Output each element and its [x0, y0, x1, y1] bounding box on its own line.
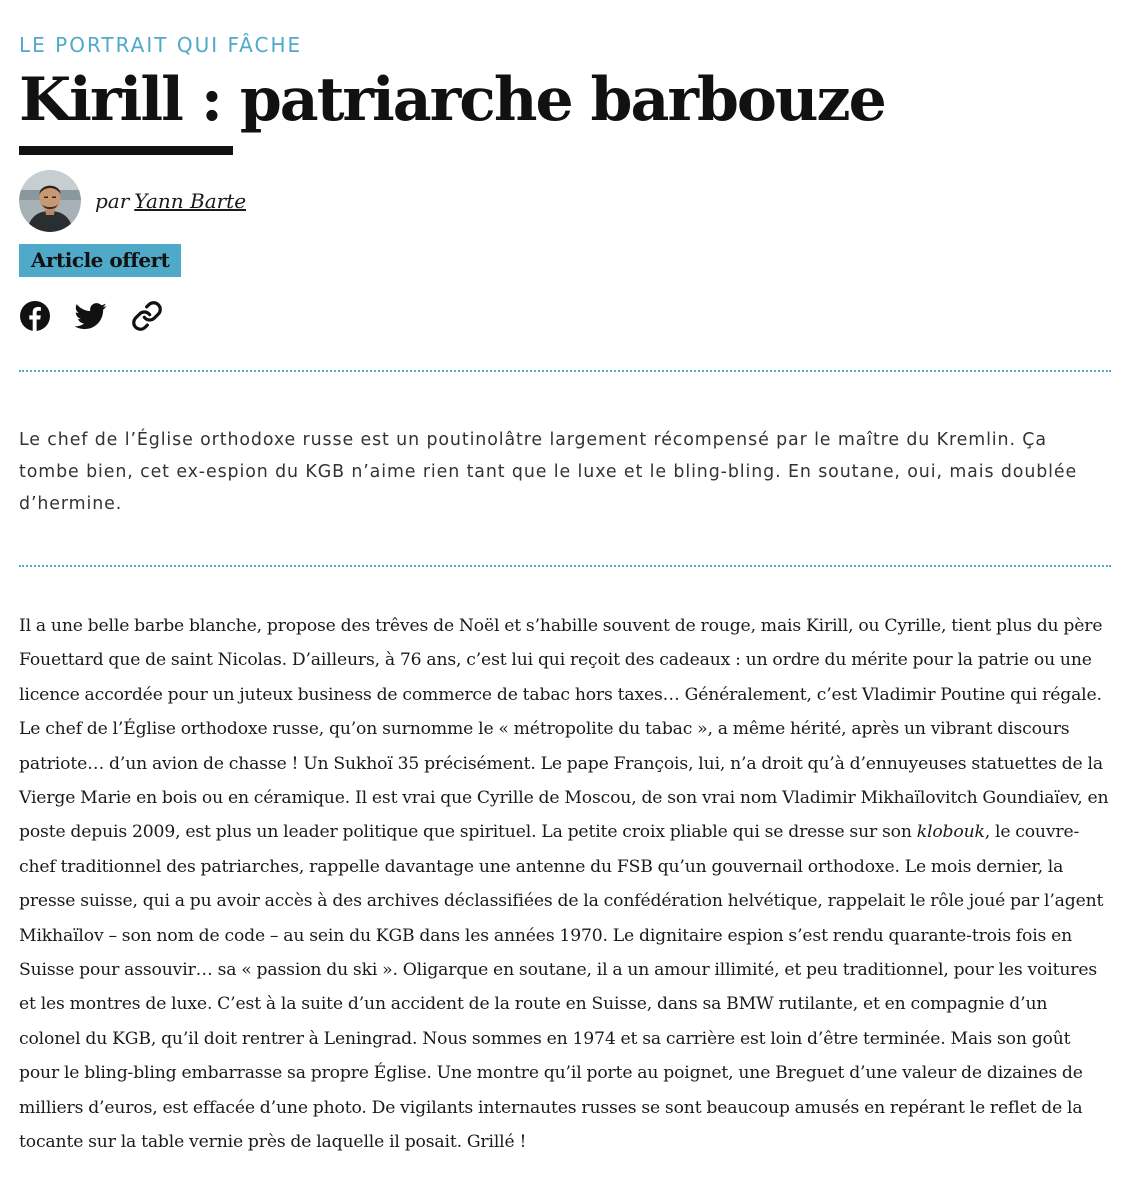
article-body	[19, 609, 1111, 1160]
twitter-icon[interactable]	[75, 300, 107, 332]
facebook-icon[interactable]	[19, 300, 51, 332]
byline-prefix: par	[95, 189, 130, 213]
body-italic-term: klobouk	[916, 822, 985, 843]
byline	[95, 189, 246, 213]
dotted-divider	[19, 370, 1111, 372]
article-offered-badge: Article offert	[19, 244, 181, 277]
author-link[interactable]: Yann Barte	[134, 189, 247, 213]
body-text-part: , le couvre-chef traditionnel des patriarches, rappelle davantage une antenne du FSB qu’un gouvernail orthodoxe. Le mois dernier, la presse suisse, qui a pu avoir accès à des archives déclassifiées de la confédération helvétique, rappelait le rôle joué par l’agent Mikhaïlov – son nom de code – au sein du KGB dans les années 1970. Le dignitaire espion s’est rendu quarante-trois fois en Suisse pour assouvir… sa « passion du ski ». Oligarque en soutane, il a un amour illimité, et peu traditionnel, pour les voitures et les montres de luxe. C’est à la suite d’un accident de la route en Suisse, dans sa BMW rutilante, et en compagnie d’un colonel du KGB, qu’il doit rentrer à Leningrad. Nous sommes en 1974 et sa carrière est loin d’être terminée. Mais son goût pour le bling-bling embarrasse sa propre Église. Une montre qu’il porte au poignet, une Breguet d’une valeur de dizaines de milliers d’euros, est effacée d’une photo. De vigilants internautes russes se sont beaucoup amusés en repérant le reflet de la tocante sur la table vernie près de laquelle il posait. Grillé !	[19, 822, 1104, 1153]
dotted-divider	[19, 565, 1111, 567]
article-lead: Le chef de l’Église orthodoxe russe est un poutinolâtre largement récompensé par le maître du Kremlin. Ça tombe bien, cet ex-espion du KGB n’aime rien tant que le luxe et le bling-bling. En soutane, oui, mais doublée d’hermine.	[19, 430, 1078, 514]
body-text-part: Il a une belle barbe blanche, propose des trêves de Noël et s’habille souvent de rouge, mais Kirill, ou Cyrille, tient plus du père Fouettard que de saint Nicolas. D’ailleurs, à 76 ans, c’est lui qui reçoit des cadeaux : un ordre du mérite pour la patrie ou une licence accordée pour un juteux business de commerce de tabac hors taxes… Généralement, c’est Vladimir Poutine qui régale. Le chef de l’Église orthodoxe russe, qu’on surnomme le « métropolite du tabac », a même hérité, après un vibrant discours patriote… d’un avion de chasse ! Un Sukhoï 35 précisément. Le pape François, lui, n’a droit qu’à d’ennuyeuses statuettes de la Vierge Marie en bois ou en céramique. Il est vrai que Cyrille de Moscou, de son vrai nom Vladimir Mikhaïlovitch Goundiaïev, en poste depuis 2009, est plus un leader politique que spirituel. La petite croix pliable qui se dresse sur son	[19, 616, 1109, 843]
share-row	[19, 300, 163, 332]
article-kicker: LE PORTRAIT QUI FÂCHE	[19, 33, 303, 57]
author-row	[19, 169, 246, 233]
link-icon[interactable]	[131, 300, 163, 332]
title-underline-bar	[19, 146, 233, 155]
article-title: Kirill : patriarche barbouze	[19, 65, 885, 135]
author-avatar[interactable]	[19, 170, 81, 232]
